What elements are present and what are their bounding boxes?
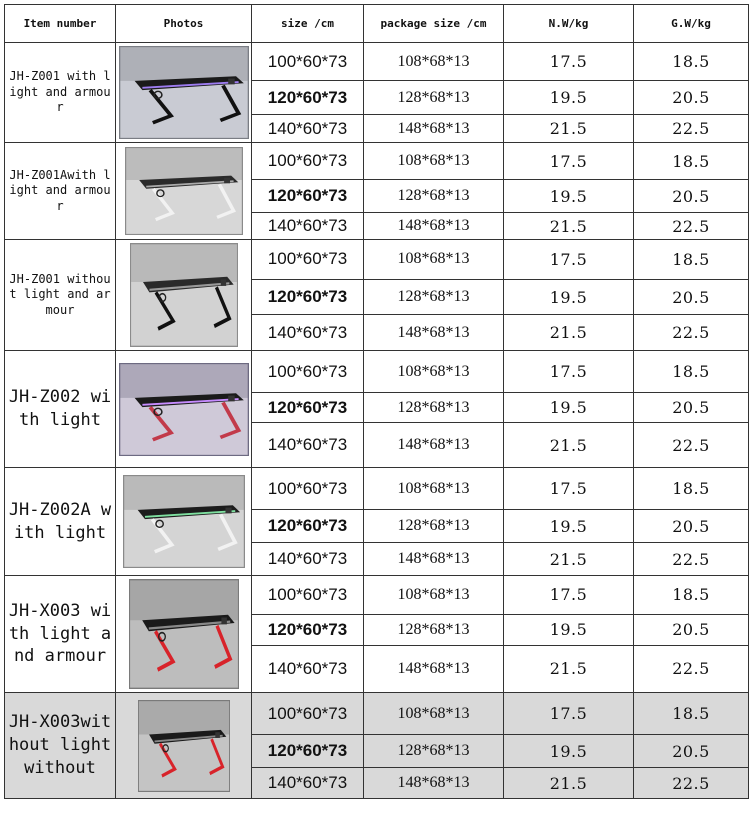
gross-weight-cell: 22.5: [634, 543, 749, 576]
product-photo-cell: [116, 468, 252, 576]
gross-weight-cell: 18.5: [634, 351, 749, 393]
size-cell: 120*60*73: [252, 81, 364, 115]
size-cell: 100*60*73: [252, 468, 364, 510]
size-cell: 120*60*73: [252, 393, 364, 423]
net-weight-cell: 19.5: [504, 735, 634, 768]
package-size-cell: 128*68*13: [364, 81, 504, 115]
header-item-number: Item number: [5, 5, 116, 43]
desk-photo: [119, 363, 249, 456]
gross-weight-cell: 18.5: [634, 43, 749, 81]
package-size-cell: 128*68*13: [364, 510, 504, 543]
size-cell: 140*60*73: [252, 645, 364, 692]
table-row: [5, 693, 749, 735]
gross-weight-cell: 22.5: [634, 768, 749, 799]
size-cell: 100*60*73: [252, 351, 364, 393]
gross-weight-cell: 22.5: [634, 115, 749, 143]
net-weight-cell: 21.5: [504, 213, 634, 240]
gross-weight-cell: 18.5: [634, 143, 749, 180]
net-weight-cell: 19.5: [504, 81, 634, 115]
gross-weight-cell: 20.5: [634, 279, 749, 315]
package-size-cell: 108*68*13: [364, 468, 504, 510]
table-row: [5, 143, 749, 180]
product-photo-cell: [116, 576, 252, 693]
product-photo-cell: [116, 351, 252, 468]
net-weight-cell: 17.5: [504, 351, 634, 393]
header-package-size: package size /cm: [364, 5, 504, 43]
package-size-cell: 148*68*13: [364, 768, 504, 799]
net-weight-cell: 21.5: [504, 315, 634, 351]
package-size-cell: 148*68*13: [364, 645, 504, 692]
package-size-cell: 148*68*13: [364, 213, 504, 240]
size-cell: 100*60*73: [252, 576, 364, 615]
gross-weight-cell: 20.5: [634, 81, 749, 115]
net-weight-cell: 17.5: [504, 43, 634, 81]
size-cell: 120*60*73: [252, 735, 364, 768]
gross-weight-cell: 20.5: [634, 614, 749, 645]
header-size: size /cm: [252, 5, 364, 43]
table-row: [5, 240, 749, 280]
net-weight-cell: 19.5: [504, 279, 634, 315]
size-cell: 100*60*73: [252, 43, 364, 81]
package-size-cell: 148*68*13: [364, 423, 504, 468]
size-cell: 100*60*73: [252, 143, 364, 180]
net-weight-cell: 21.5: [504, 423, 634, 468]
item-number-cell: JH-Z002A with light: [5, 468, 116, 576]
net-weight-cell: 19.5: [504, 614, 634, 645]
package-size-cell: 128*68*13: [364, 393, 504, 423]
item-number-cell: JH-X003without light without: [5, 693, 116, 799]
net-weight-cell: 19.5: [504, 510, 634, 543]
gross-weight-cell: 22.5: [634, 315, 749, 351]
gross-weight-cell: 20.5: [634, 393, 749, 423]
package-size-cell: 148*68*13: [364, 315, 504, 351]
net-weight-cell: 21.5: [504, 115, 634, 143]
net-weight-cell: 17.5: [504, 468, 634, 510]
size-cell: 100*60*73: [252, 693, 364, 735]
item-number-cell: JH-Z002 with light: [5, 351, 116, 468]
gross-weight-cell: 18.5: [634, 693, 749, 735]
net-weight-cell: 21.5: [504, 768, 634, 799]
product-photo-cell: [116, 143, 252, 240]
gross-weight-cell: 18.5: [634, 576, 749, 615]
net-weight-cell: 21.5: [504, 645, 634, 692]
spec-table: [4, 4, 749, 799]
package-size-cell: 148*68*13: [364, 115, 504, 143]
size-cell: 120*60*73: [252, 614, 364, 645]
net-weight-cell: 21.5: [504, 543, 634, 576]
size-cell: 140*60*73: [252, 213, 364, 240]
header-gross-weight: G.W/kg: [634, 5, 749, 43]
table-row: [5, 43, 749, 81]
header-row: [5, 5, 749, 43]
item-number-cell: JH-Z001 without light and armour: [5, 240, 116, 351]
size-cell: 100*60*73: [252, 240, 364, 280]
item-number-cell: JH-X003 with light and armour: [5, 576, 116, 693]
size-cell: 140*60*73: [252, 115, 364, 143]
product-photo-cell: [116, 693, 252, 799]
gross-weight-cell: 18.5: [634, 468, 749, 510]
table-row: [5, 351, 749, 393]
desk-photo: [129, 579, 239, 689]
desk-photo: [119, 46, 249, 139]
package-size-cell: 128*68*13: [364, 614, 504, 645]
gross-weight-cell: 20.5: [634, 180, 749, 213]
size-cell: 120*60*73: [252, 510, 364, 543]
header-net-weight: N.W/kg: [504, 5, 634, 43]
desk-photo: [138, 700, 230, 792]
package-size-cell: 148*68*13: [364, 543, 504, 576]
net-weight-cell: 19.5: [504, 180, 634, 213]
table-row: [5, 468, 749, 510]
gross-weight-cell: 22.5: [634, 645, 749, 692]
package-size-cell: 108*68*13: [364, 240, 504, 280]
net-weight-cell: 17.5: [504, 576, 634, 615]
package-size-cell: 108*68*13: [364, 576, 504, 615]
package-size-cell: 128*68*13: [364, 279, 504, 315]
header-photos: Photos: [116, 5, 252, 43]
item-number-cell: JH-Z001 with light and armour: [5, 43, 116, 143]
size-cell: 140*60*73: [252, 315, 364, 351]
size-cell: 140*60*73: [252, 543, 364, 576]
desk-photo: [125, 147, 243, 235]
net-weight-cell: 17.5: [504, 240, 634, 280]
size-cell: 140*60*73: [252, 768, 364, 799]
size-cell: 120*60*73: [252, 279, 364, 315]
desk-photo: [123, 475, 245, 568]
package-size-cell: 108*68*13: [364, 143, 504, 180]
package-size-cell: 108*68*13: [364, 693, 504, 735]
product-photo-cell: [116, 43, 252, 143]
item-number-cell: JH-Z001Awith light and armour: [5, 143, 116, 240]
size-cell: 120*60*73: [252, 180, 364, 213]
table-body: [5, 43, 749, 799]
gross-weight-cell: 18.5: [634, 240, 749, 280]
gross-weight-cell: 20.5: [634, 510, 749, 543]
package-size-cell: 108*68*13: [364, 351, 504, 393]
net-weight-cell: 17.5: [504, 143, 634, 180]
table-row: [5, 576, 749, 615]
size-cell: 140*60*73: [252, 423, 364, 468]
net-weight-cell: 19.5: [504, 393, 634, 423]
gross-weight-cell: 22.5: [634, 423, 749, 468]
package-size-cell: 108*68*13: [364, 43, 504, 81]
gross-weight-cell: 20.5: [634, 735, 749, 768]
net-weight-cell: 17.5: [504, 693, 634, 735]
product-photo-cell: [116, 240, 252, 351]
package-size-cell: 128*68*13: [364, 735, 504, 768]
package-size-cell: 128*68*13: [364, 180, 504, 213]
gross-weight-cell: 22.5: [634, 213, 749, 240]
desk-photo: [130, 243, 238, 347]
